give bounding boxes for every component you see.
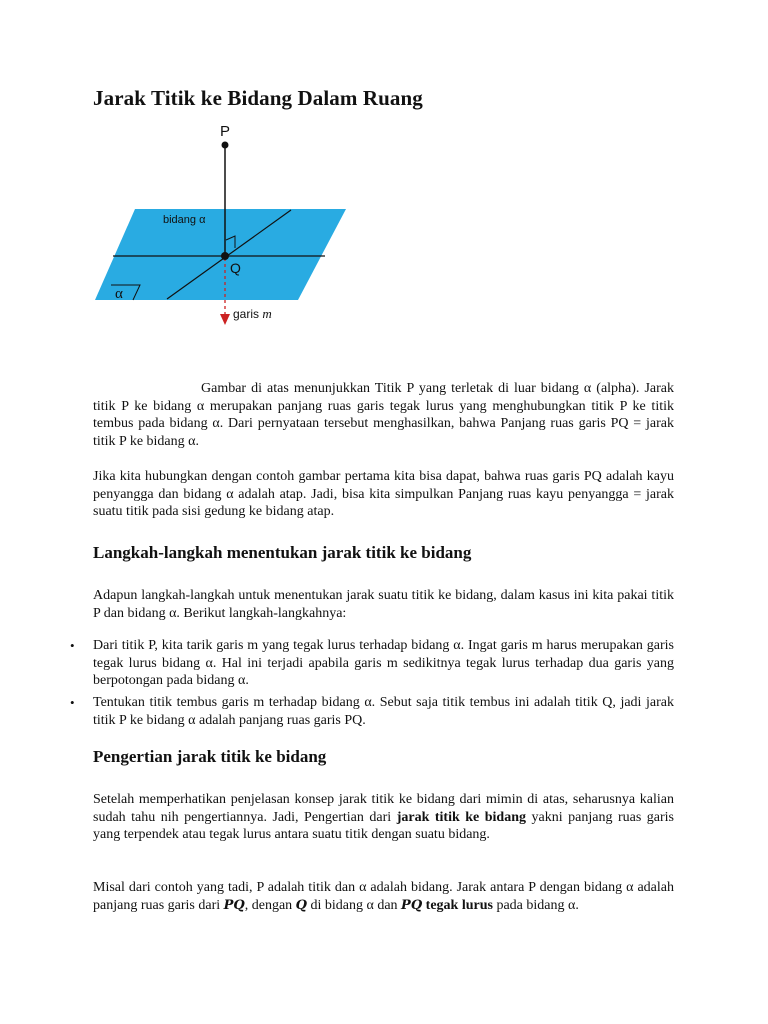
label-line-m: garis m — [233, 306, 272, 321]
heading-pengertian: Pengertian jarak titik ke bidang — [93, 747, 327, 766]
heading-langkah: Langkah-langkah menentukan jarak titik ke bidang — [93, 543, 472, 562]
point-p — [222, 142, 229, 149]
bullet-icon: • — [70, 695, 75, 710]
page-title: Jarak Titik ke Bidang Dalam Ruang — [93, 86, 423, 110]
list-item: • Tentukan titik tembus garis m terhadap bidang α. Sebut saja titik tembus ini adalah titik Q, jadi jarak titik P ke bidang α adalah panjang ruas garis PQ. — [70, 695, 674, 728]
paragraph-1: Gambar di atas menunjukkan Titik P yang terletak di luar bidang α (alpha). Jarak titik P ke bidang α merupakan panjang ruas garis tegak lurus yang menghubungkan titik P ke titik tembus pada bidang α. Dari pernyataan tersebut menghasilkan, bahwa Panjang ruas garis PQ = jarak titik P ke bidang α. — [93, 381, 674, 449]
math-pq-2: PQ — [401, 897, 423, 913]
paragraph-2: Jika kita hubungkan dengan contoh gambar pertama kita bisa dapat, bahwa ruas garis PQ adalah kayu penyangga dan bidang α adalah atap. Jadi, bisa kita simpulkan Panjang ruas kayu penyangga = jarak suatu titik pada sisi gedung ke bidang atap. — [93, 469, 674, 519]
bold-tegak-lurus: tegak lurus — [425, 897, 493, 913]
paragraph-5: Misal dari contoh yang tadi, P adalah titik dan α adalah bidang. Jarak antara P dengan bidang α adalah panjang ruas garis dari PQ, dengan Q di bidang α dan PQ tegak lurus pada bidang α. — [93, 880, 674, 913]
point-q — [221, 252, 229, 260]
math-q: Q — [295, 897, 307, 913]
bullet-icon: • — [70, 638, 75, 653]
label-q: Q — [230, 260, 241, 276]
plane-alpha — [95, 209, 346, 300]
list-item: • Dari titik P, kita tarik garis m yang tegak lurus terhadap bidang α. Ingat garis m harus merupakan garis tegak lurus bidang α. Hal ini terjadi apabila garis m sedikitnya tegak lurus terhadap dua garis yang berpotongan pada bidang α. — [70, 638, 674, 688]
label-plane: bidang α — [163, 214, 206, 226]
label-p: P — [220, 123, 231, 140]
paragraph-4: Setelah memperhatikan penjelasan konsep jarak titik ke bidang dari mimin di atas, seharusnya kalian sudah tahu nih pengertiannya. Jadi, Pengertian dari jarak titik ke bidang yakni panjang ruas garis yang terpendek atau tegak lurus antara suatu titik dengan suatu bidang. — [93, 792, 674, 842]
point-plane-diagram — [85, 118, 355, 333]
math-pq: PQ — [223, 897, 245, 913]
paragraph-3: Adapun langkah-langkah untuk menentukan jarak suatu titik ke bidang, dalam kasus ini kita pakai titik P dan bidang α. Berikut langkah-langkahnya: — [93, 588, 674, 621]
label-alpha: α — [115, 286, 123, 302]
arrow-down-icon — [220, 314, 230, 325]
bold-term: jarak titik ke bidang — [396, 809, 527, 825]
